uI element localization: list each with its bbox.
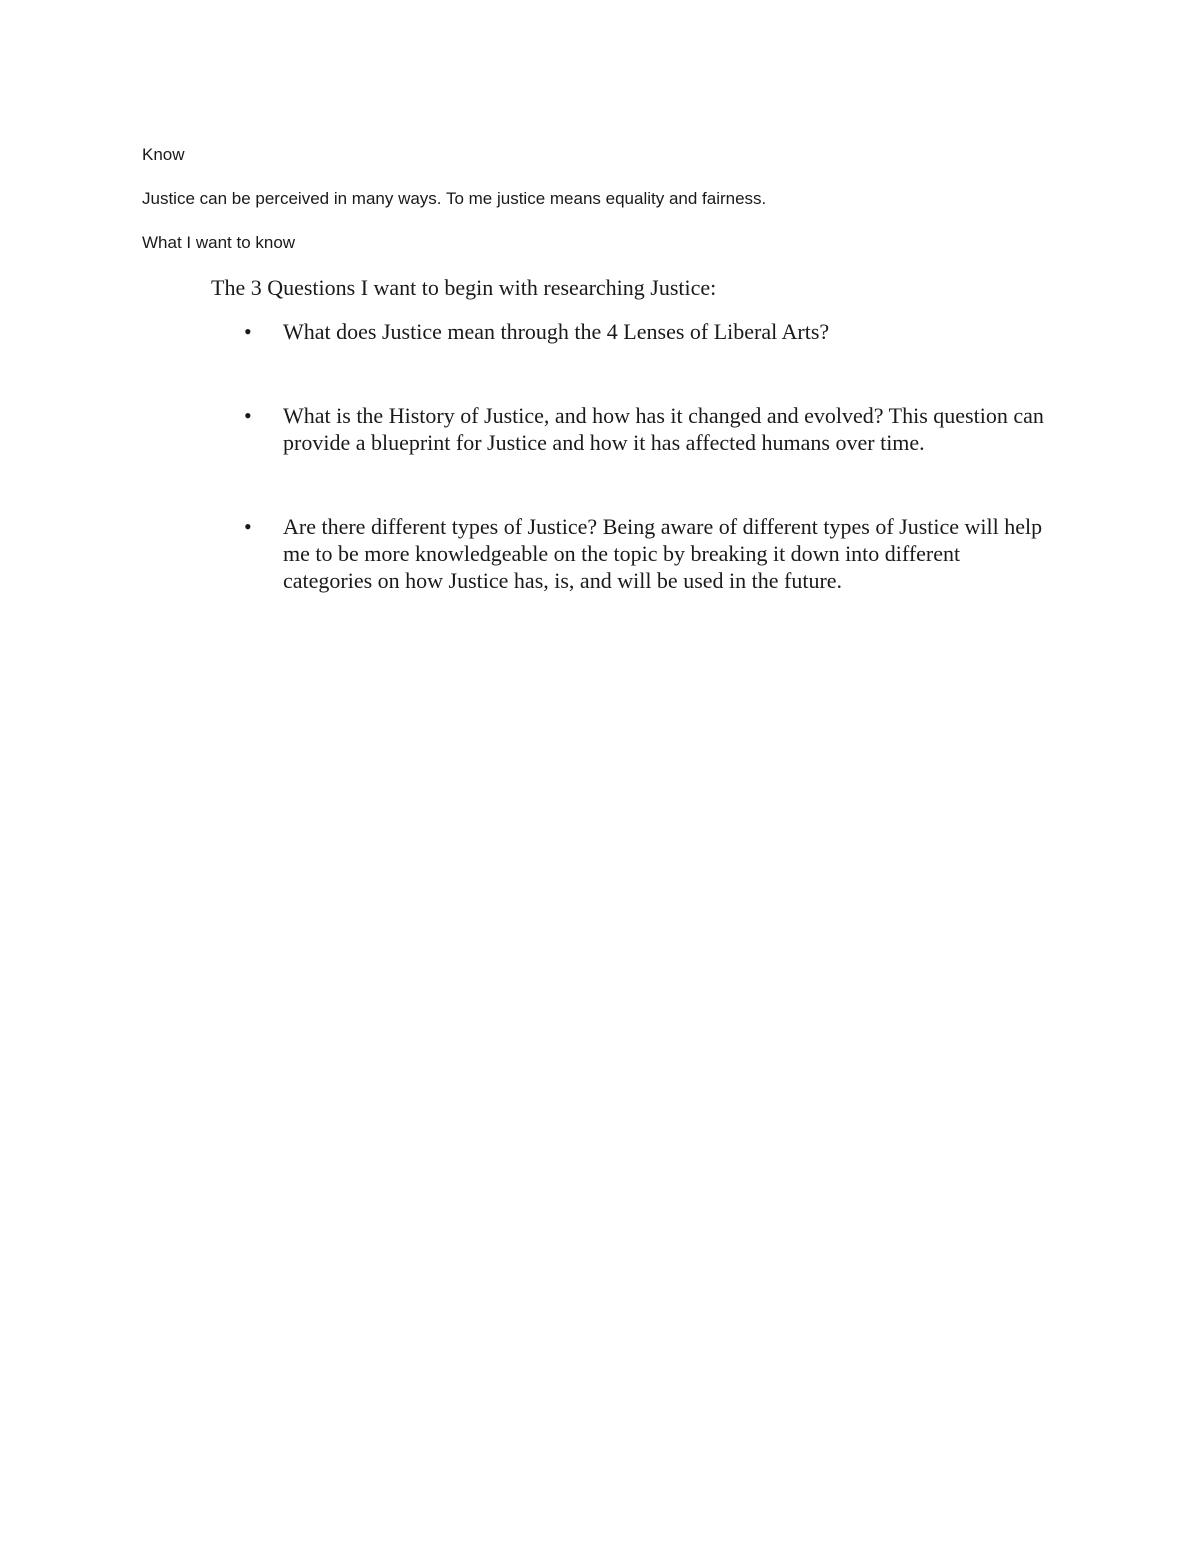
section-heading-want-to-know: What I want to know <box>142 233 296 252</box>
bullet-icon: • <box>244 319 252 344</box>
list-item <box>244 402 1044 456</box>
question-text: Are there different types of Justice? Being aware of different types of Justice will help me to be more knowledgeable on the topic by breaking it down into different categories on how Justice has, is, and will be used in the future. <box>283 514 1043 593</box>
question-text: What does Justice mean through the 4 Lenses of Liberal Arts? <box>283 319 830 344</box>
list-item <box>244 318 1044 345</box>
questions-intro: The 3 Questions I want to begin with researching Justice: <box>211 275 717 300</box>
section-heading-know: Know <box>142 145 185 164</box>
bullet-icon: • <box>244 514 252 539</box>
questions-list <box>244 318 1044 651</box>
bullet-icon: • <box>244 403 252 428</box>
question-text: What is the History of Justice, and how has it changed and evolved? This question can provide a blueprint for Justice and how it has affected humans over time. <box>283 403 1044 455</box>
justice-definition-paragraph: Justice can be perceived in many ways. To me justice means equality and fairness. <box>142 189 767 208</box>
list-item <box>244 513 1044 594</box>
